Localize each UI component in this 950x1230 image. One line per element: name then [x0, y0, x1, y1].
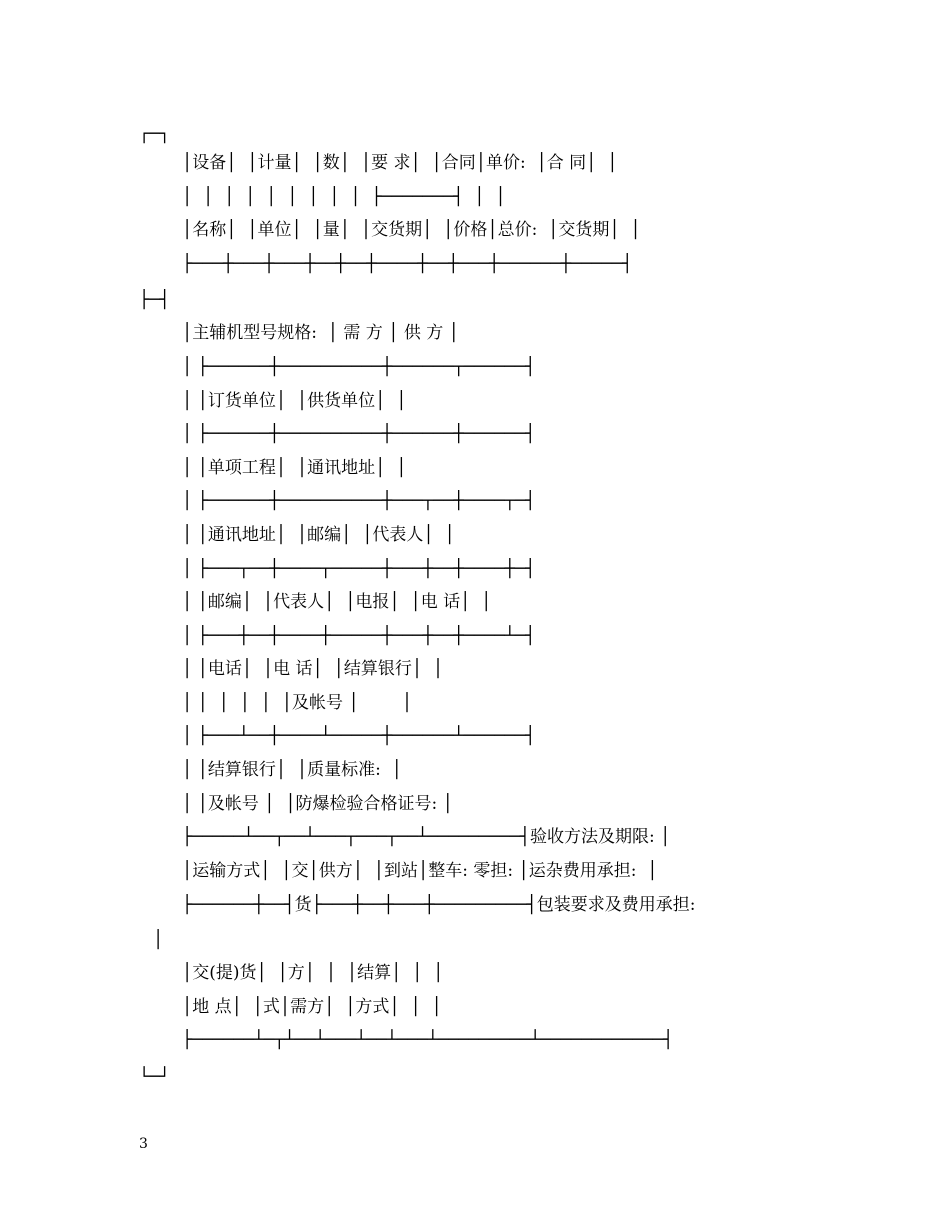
- form-line: │ │结算银行│ │质量标准: │: [182, 760, 402, 780]
- form-line: ├─┤: [139, 290, 170, 310]
- form-line: │设备│ │计量│ │数│ │要 求│ │合同│单价: │合 同│ │: [182, 153, 618, 173]
- form-line: │运输方式│ │交│供方│ │到站│整车: 零担: │运杂费用承担: │: [182, 861, 658, 881]
- form-line: │ │邮编│ │代表人│ │电报│ │电 话│ │: [182, 592, 492, 612]
- form-line: ├──────┴─┬┴──┴───┴──┴───┴─────────┴────────────┤: [182, 1030, 674, 1050]
- form-line: ├─────┴──┬──┴───┬───┬──┴─────────┤验收方法及期限: │: [182, 827, 671, 847]
- form-line: │ ├───┴──┼────┴─────┼──────┴──────┤: [182, 726, 536, 746]
- form-line: │ ├───┬──┼────┬─────┼───┼──┼────┼─┤: [182, 559, 536, 579]
- form-line: │ │通讯地址│ │邮编│ │代表人│ │: [182, 525, 455, 545]
- form-line: ├──────┼──┤货├───┼──┼───┼─────────┤包装要求及费用承担:: [182, 895, 696, 915]
- form-line: │ │订货单位│ │供货单位│ │: [182, 391, 407, 411]
- form-line: │ ├──────┼──────────┼───┬──┼────┬─┤: [182, 491, 536, 511]
- page-number: 3: [139, 1136, 148, 1152]
- form-line: │主辅机型号规格: │ 需 方 │ 供 方 │: [182, 323, 459, 343]
- form-line: │ │及帐号 │ │防爆检验合格证号: │: [182, 794, 453, 814]
- form-line: │名称│ │单位│ │量│ │交货期│ │价格│总价: │交货期│ │: [182, 220, 641, 240]
- form-line: ┌─┐: [139, 124, 170, 144]
- form-line: │ │单项工程│ │通讯地址│ │: [182, 458, 407, 478]
- form-line: │ │ │ │ │ │及帐号 │ │: [182, 693, 413, 713]
- form-line: │ │电话│ │电 话│ │结算银行│ │: [182, 659, 444, 679]
- form-line: │ ├──────┼──────────┼──────┼──────┤: [182, 424, 536, 444]
- form-line: │ ├───┼──┼────┼─────┼───┼──┼────┴─┤: [182, 626, 536, 646]
- form-line: │ │ │ │ │ │ │ │ │ ├───────┤ │ │: [182, 187, 506, 207]
- form-line: │地 点│ │式│需方│ │方式│ │ │: [182, 997, 442, 1017]
- form-line: │: [153, 930, 164, 950]
- form-line: ├───┼───┼───┼──┼──┼────┼──┼───┼──────┼─────┤: [182, 254, 633, 274]
- form-line: │交(提)货│ │方│ │ │结算│ │ │: [182, 963, 444, 983]
- form-line: └─┘: [139, 1067, 170, 1087]
- form-line: │ ├──────┼──────────┼──────┬──────┤: [182, 357, 536, 377]
